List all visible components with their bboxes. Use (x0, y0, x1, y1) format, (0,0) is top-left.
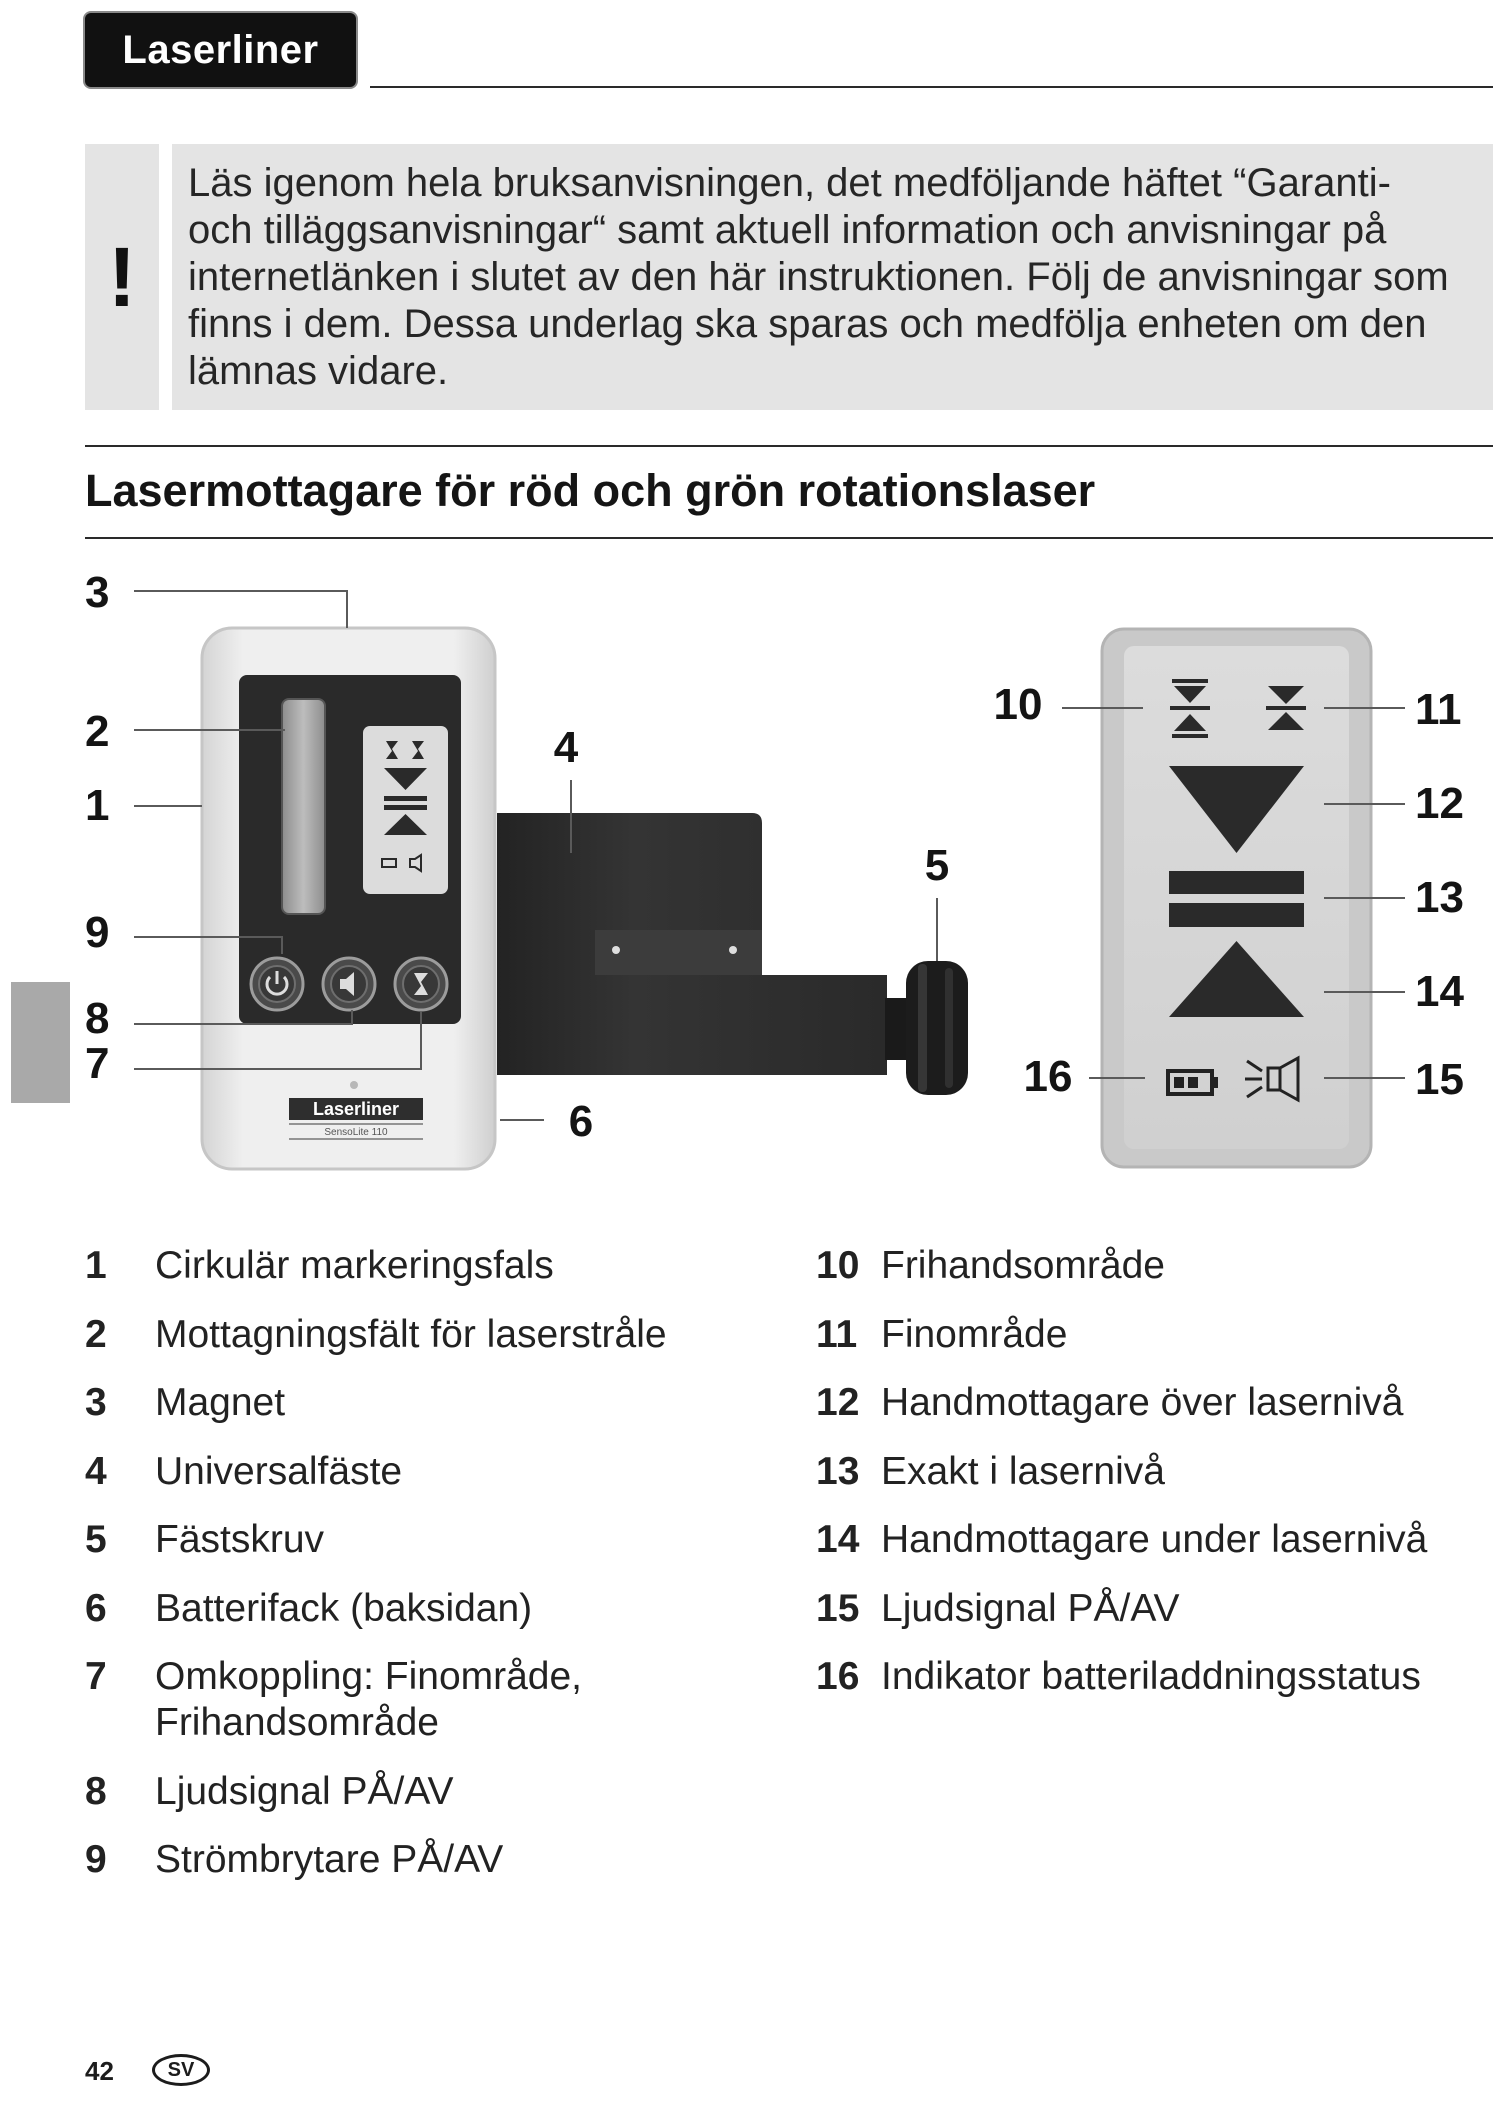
legend-number: 10 (816, 1244, 860, 1287)
legend-item (85, 1312, 735, 1358)
universal-mount (497, 813, 887, 1075)
legend-item (816, 1243, 1491, 1289)
legend-item (816, 1654, 1491, 1700)
legend-item (85, 1769, 735, 1815)
legend-text: Mottagningsfält för laserstråle (155, 1312, 667, 1356)
legend-number: 4 (85, 1449, 107, 1493)
callout-15: 15 (1415, 1055, 1464, 1104)
legend-number: 9 (85, 1838, 107, 1881)
mount-hole (729, 946, 737, 954)
legend-text: Cirkulär markeringsfals (155, 1244, 554, 1287)
notice-line: internetlänken i slutet av den här instruktionen. Följ de anvisningar som (188, 255, 1449, 299)
callout-2: 2 (85, 707, 110, 756)
warning-icon: ! (85, 144, 159, 410)
legend-item (85, 1654, 735, 1746)
legend-number: 6 (85, 1586, 107, 1630)
legend-item (816, 1312, 1491, 1358)
legend-item (816, 1586, 1491, 1632)
legend-item (85, 1243, 735, 1289)
language-badge: SV (152, 2054, 210, 2086)
callout-1: 1 (85, 781, 110, 830)
legend-number: 1 (85, 1244, 107, 1287)
receiver-device (202, 628, 495, 1169)
free-hand-range-icon (1170, 679, 1210, 738)
legend-text: Handmottagare under lasernivå (881, 1518, 1428, 1561)
callout-11: 11 (1415, 685, 1462, 734)
mini-display (363, 726, 448, 894)
legend-text: Strömbrytare PÅ/AV (155, 1838, 504, 1881)
legend-item (816, 1380, 1491, 1426)
device-brand: Laserliner (312, 1099, 400, 1119)
notice-text (172, 144, 1493, 410)
legend-number: 2 (85, 1312, 107, 1356)
header-rule (370, 86, 1493, 88)
legend-right (816, 1243, 1491, 1723)
callout-3: 3 (85, 568, 110, 617)
legend-text: Omkoppling: Finområde, Frihandsområde (155, 1655, 583, 1744)
legend-number: 13 (816, 1449, 860, 1493)
brand-logo: Laserliner (85, 13, 356, 87)
legend-item (85, 1837, 735, 1883)
legend-item (85, 1517, 735, 1563)
callout-14: 14 (1415, 967, 1464, 1016)
legend-number: 7 (85, 1655, 107, 1698)
legend-number: 16 (816, 1655, 860, 1698)
legend-number: 8 (85, 1769, 107, 1813)
on-level-bars-icon (384, 796, 427, 801)
receiver-diagram (0, 560, 1506, 1200)
callout-10: 10 (993, 680, 1043, 729)
mount-hole (612, 946, 620, 954)
section-rule-top (85, 445, 1493, 447)
notice-line: Läs igenom hela bruksanvisningen, det medföljande häftet “Garanti- (188, 161, 1391, 205)
legend-number: 14 (816, 1518, 860, 1561)
legend-text: Universalfäste (155, 1449, 403, 1493)
page-number: 42 (85, 2056, 114, 2086)
callout-6: 6 (568, 1097, 594, 1146)
device-model: SensoLite 110 (324, 1127, 388, 1138)
legend-text: Frihandsområde (881, 1244, 1165, 1287)
legend-item (816, 1517, 1491, 1563)
legend-left (85, 1243, 735, 1906)
legend-text: Fästskruv (155, 1518, 325, 1561)
callout-4: 4 (553, 723, 579, 772)
legend-number: 11 (816, 1312, 858, 1356)
legend-text: Indikator batteriladdningsstatus (881, 1655, 1421, 1698)
callout-7: 7 (85, 1039, 110, 1088)
receiving-window (282, 699, 325, 914)
legend-item (85, 1449, 735, 1495)
legend-number: 3 (85, 1381, 107, 1424)
notice-line: lämnas vidare. (188, 349, 449, 393)
legend-text: Handmottagare över lasernivå (881, 1381, 1404, 1424)
sound-button (323, 958, 375, 1010)
mount-shelf (595, 930, 762, 975)
legend-text: Magnet (155, 1381, 286, 1424)
callout-12: 12 (1415, 779, 1464, 828)
legend-text: Ljudsignal PÅ/AV (155, 1769, 454, 1813)
callout-16: 16 (1023, 1052, 1073, 1101)
legend-item (85, 1380, 735, 1426)
callout-13: 13 (1415, 873, 1464, 922)
callout-5: 5 (924, 841, 950, 890)
section-title: Lasermottagare för röd och grön rotationslaser (85, 465, 1096, 516)
legend-number: 12 (816, 1381, 860, 1424)
legend-text: Exakt i lasernivå (881, 1449, 1165, 1493)
notice-line: finns i dem. Dessa underlag ska sparas och medfölja enheten om den (188, 302, 1427, 346)
legend-number: 5 (85, 1518, 107, 1561)
notice-line: och tilläggsanvisningar“ samt aktuell information och anvisningar på (188, 208, 1387, 252)
callout-8: 8 (85, 994, 110, 1043)
callout-9: 9 (85, 908, 110, 957)
legend-text: Ljudsignal PÅ/AV (881, 1586, 1180, 1630)
legend-number: 15 (816, 1586, 860, 1630)
legend-item (85, 1586, 735, 1632)
legend-text: Finområde (881, 1312, 1068, 1356)
legend-text: Batterifack (baksidan) (155, 1586, 533, 1630)
mode-button (395, 958, 447, 1010)
mount-screw (885, 961, 968, 1095)
power-button (251, 958, 303, 1010)
marking-notch (350, 1081, 358, 1089)
leader-3 (134, 591, 347, 628)
section-rule-bottom (85, 537, 1493, 539)
legend-item (816, 1449, 1491, 1495)
